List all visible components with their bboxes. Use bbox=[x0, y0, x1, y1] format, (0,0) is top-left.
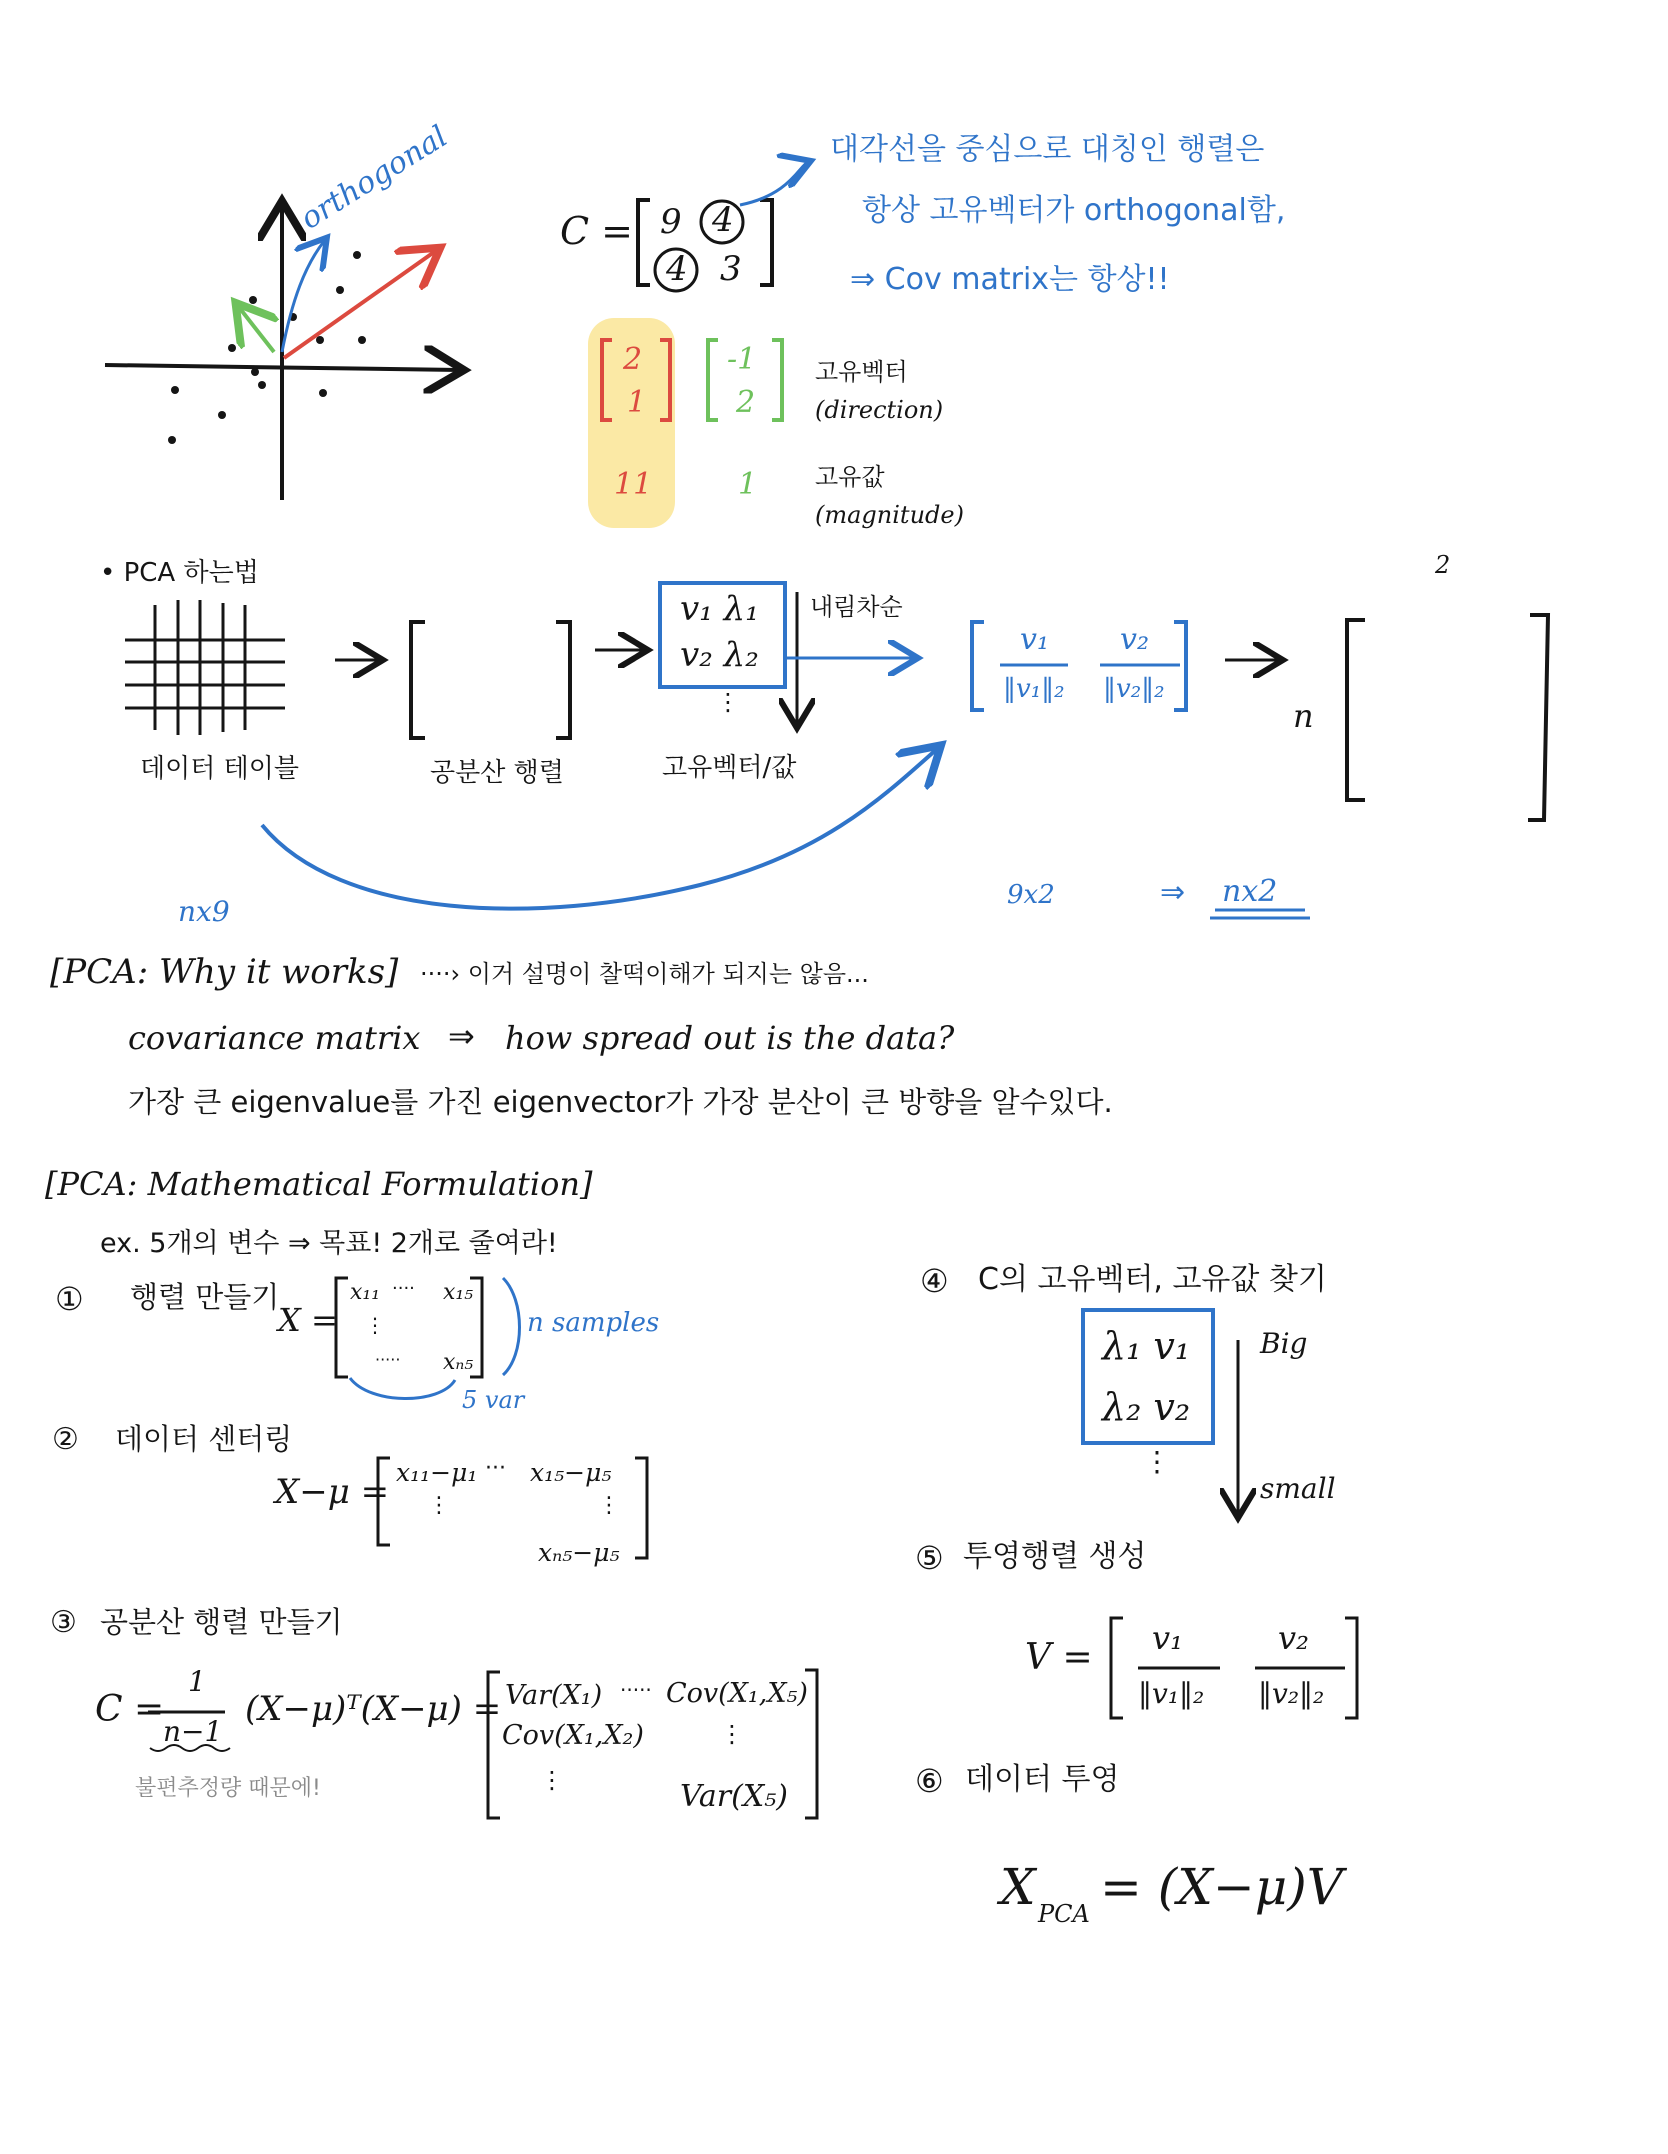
step5-numerator-1: v₁ bbox=[1152, 1619, 1183, 1657]
step3-dots-v: ⋮ bbox=[720, 1720, 744, 1748]
step3-c-lhs: C = bbox=[95, 1689, 165, 1730]
step4-row1: λ₁ v₁ bbox=[1102, 1324, 1191, 1368]
why-line2: 가장 큰 eigenvalue를 가진 eigenvector가 가장 분산이 큰 방향을 알수있다. bbox=[128, 1085, 1113, 1119]
eig-label: 고유벡터/값 bbox=[662, 753, 797, 783]
step3-cov12: Cov(X₁,X₂) bbox=[502, 1720, 644, 1751]
proj-denominator-1: ‖v₁‖₂ bbox=[1003, 674, 1065, 704]
why-line1-a: covariance matrix bbox=[128, 1019, 421, 1057]
step1-dots-b: ····· bbox=[375, 1350, 401, 1369]
step1-dots-v: ⋮ bbox=[365, 1313, 385, 1337]
step6-x: X bbox=[1000, 1858, 1036, 1916]
symmetric-note-line3: ⇒ Cov matrix는 항상!! bbox=[850, 262, 1170, 297]
matrix-c-brackets bbox=[638, 200, 772, 289]
matrix-c-cell-11: 9 bbox=[660, 202, 682, 242]
formulation-heading: [PCA: Mathematical Formulation] bbox=[45, 1165, 593, 1203]
scatter-points bbox=[168, 251, 366, 444]
step1-x11: x₁₁ bbox=[350, 1280, 381, 1305]
step3-var5: Var(X₅) bbox=[680, 1779, 788, 1814]
step3-expression: (X−μ)ᵀ(X−μ) = bbox=[245, 1689, 502, 1729]
why-heading: [PCA: Why it works] bbox=[50, 952, 399, 992]
eigval1: 11 bbox=[614, 467, 653, 502]
step6-rhs: = (X−μ)V bbox=[1100, 1858, 1343, 1916]
dim-data: nx9 bbox=[178, 895, 230, 928]
eigvec2-top: -1 bbox=[727, 342, 757, 377]
step6-number: ⑥ bbox=[915, 1762, 944, 1800]
matrix-c-cell-21: 4 bbox=[666, 249, 688, 289]
step1-number: ① bbox=[55, 1280, 84, 1318]
step3-title: 공분산 행렬 만들기 bbox=[100, 1605, 343, 1639]
table-label: 데이터 테이블 bbox=[140, 754, 299, 784]
proj-denominator-2: ‖v₂‖₂ bbox=[1103, 674, 1165, 704]
orthogonal-label: orthogonal bbox=[294, 119, 454, 237]
scatter-axes bbox=[105, 205, 460, 500]
step5-lhs: V = bbox=[1025, 1637, 1093, 1678]
eigen-box-row2: v₂ λ₂ bbox=[680, 635, 759, 675]
step3-frac-num: 1 bbox=[188, 1665, 206, 1698]
matrix-c-cell-12: 4 bbox=[712, 200, 734, 240]
second-axis-green-arrow bbox=[238, 306, 274, 352]
step1-samples-brace bbox=[503, 1278, 520, 1375]
step2-c11: x₁₁−μ₁ bbox=[396, 1458, 478, 1487]
step3-number: ③ bbox=[50, 1605, 77, 1640]
step3-frac-den: n−1 bbox=[163, 1715, 223, 1748]
step3-dots-h: ····· bbox=[620, 1678, 652, 1702]
why-aside: ····› 이거 설명이 찰떡이해가 되지는 않음... bbox=[420, 960, 869, 988]
step2-dots-h: ··· bbox=[485, 1456, 506, 1481]
eigvec-label: 고유벡터 bbox=[815, 358, 908, 386]
step1-title: 행렬 만들기 bbox=[130, 1280, 280, 1314]
nx2-underline bbox=[1210, 910, 1310, 918]
step5-number: ⑤ bbox=[915, 1539, 944, 1577]
step1-xn5: xₙ₅ bbox=[443, 1350, 474, 1375]
eigen-box-row1: v₁ λ₁ bbox=[680, 589, 759, 629]
step6-sub: PCA bbox=[1038, 1900, 1090, 1928]
step4-small: small bbox=[1260, 1472, 1336, 1505]
eigvec-sub: (direction) bbox=[815, 396, 944, 424]
step1-x15: x₁₅ bbox=[443, 1280, 474, 1305]
descending-label: 내림차순 bbox=[810, 593, 903, 621]
step2-c15: x₁₅−μ₅ bbox=[530, 1458, 612, 1487]
step2-dots-v2: ⋮ bbox=[598, 1493, 620, 1518]
step4-number: ④ bbox=[920, 1262, 949, 1300]
step1-var-brace bbox=[350, 1378, 455, 1399]
eigen-box-dots: ⋮ bbox=[716, 688, 740, 716]
step1-samples: n samples bbox=[527, 1308, 660, 1338]
step5-denominator-2: ‖v₂‖₂ bbox=[1258, 1677, 1325, 1710]
why-line1-arrow: ⇒ bbox=[448, 1017, 475, 1055]
result-cols-label: 2 bbox=[1435, 551, 1451, 579]
eigval-label: 고유값 bbox=[815, 463, 885, 491]
dim-result-arrow: ⇒ bbox=[1160, 875, 1186, 910]
step5-numerator-2: v₂ bbox=[1278, 1619, 1309, 1657]
pca-steps-heading: • PCA 하는법 bbox=[100, 558, 259, 588]
step2-lhs: X−μ = bbox=[275, 1472, 390, 1512]
result-rows-label: n bbox=[1293, 697, 1314, 735]
step1-lhs: X = bbox=[278, 1301, 338, 1339]
step3-var1: Var(X₁) bbox=[505, 1680, 603, 1711]
step2-title: 데이터 센터링 bbox=[115, 1422, 293, 1456]
eigval-sub: (magnitude) bbox=[815, 501, 964, 529]
step2-number: ② bbox=[52, 1422, 79, 1457]
step4-title: C의 고유벡터, 고유값 찾기 bbox=[978, 1262, 1327, 1297]
dim-proj: 9x2 bbox=[1007, 880, 1055, 910]
symmetric-note-line2: 항상 고유벡터가 orthogonal함, bbox=[862, 193, 1286, 228]
eigvec1-bottom: 1 bbox=[627, 385, 647, 420]
dim-result: nx2 bbox=[1222, 874, 1278, 909]
step3-cov15: Cov(X₁,X₅) bbox=[666, 1678, 808, 1709]
matrix-c-lhs: C = bbox=[560, 209, 633, 253]
proj-numerator-2: v₂ bbox=[1120, 622, 1149, 657]
matrix-c-cell-22: 3 bbox=[720, 249, 742, 289]
proj-numerator-1: v₁ bbox=[1020, 622, 1049, 657]
step1-dots-h: ···· bbox=[392, 1278, 415, 1299]
step1-var: 5 var bbox=[462, 1386, 525, 1414]
eigvec2-bottom: 2 bbox=[736, 385, 756, 420]
formulation-example: ex. 5개의 변수 ⇒ 목표! 2개로 줄여라! bbox=[100, 1228, 558, 1259]
step2-dots-v: ⋮ bbox=[428, 1493, 450, 1518]
step4-big: Big bbox=[1260, 1327, 1308, 1360]
why-line1-b: how spread out is the data? bbox=[505, 1019, 955, 1057]
eigvec1-top: 2 bbox=[623, 342, 643, 377]
cov-matrix-brackets bbox=[411, 622, 570, 738]
result-matrix-brackets bbox=[1347, 615, 1548, 820]
symmetric-note-line1: 대각선을 중심으로 대칭인 행렬은 bbox=[830, 132, 1265, 167]
step5-denominator-1: ‖v₁‖₂ bbox=[1138, 1677, 1205, 1710]
step2-cn5: xₙ₅−μ₅ bbox=[538, 1538, 620, 1567]
step3-note: 불편추정량 때문에! bbox=[135, 1776, 321, 1801]
data-table-grid bbox=[125, 600, 285, 735]
step3-dots-v2: ⋮ bbox=[540, 1766, 564, 1794]
cov-label: 공분산 행렬 bbox=[430, 758, 564, 788]
eigval2: 1 bbox=[738, 467, 758, 502]
step5-title: 투영행렬 생성 bbox=[963, 1539, 1147, 1574]
step4-row2: λ₂ v₂ bbox=[1102, 1385, 1191, 1429]
arrow-data-to-proj-curve bbox=[262, 748, 938, 909]
step4-dots: ⋮ bbox=[1143, 1445, 1171, 1478]
step6-title: 데이터 투영 bbox=[965, 1762, 1120, 1797]
